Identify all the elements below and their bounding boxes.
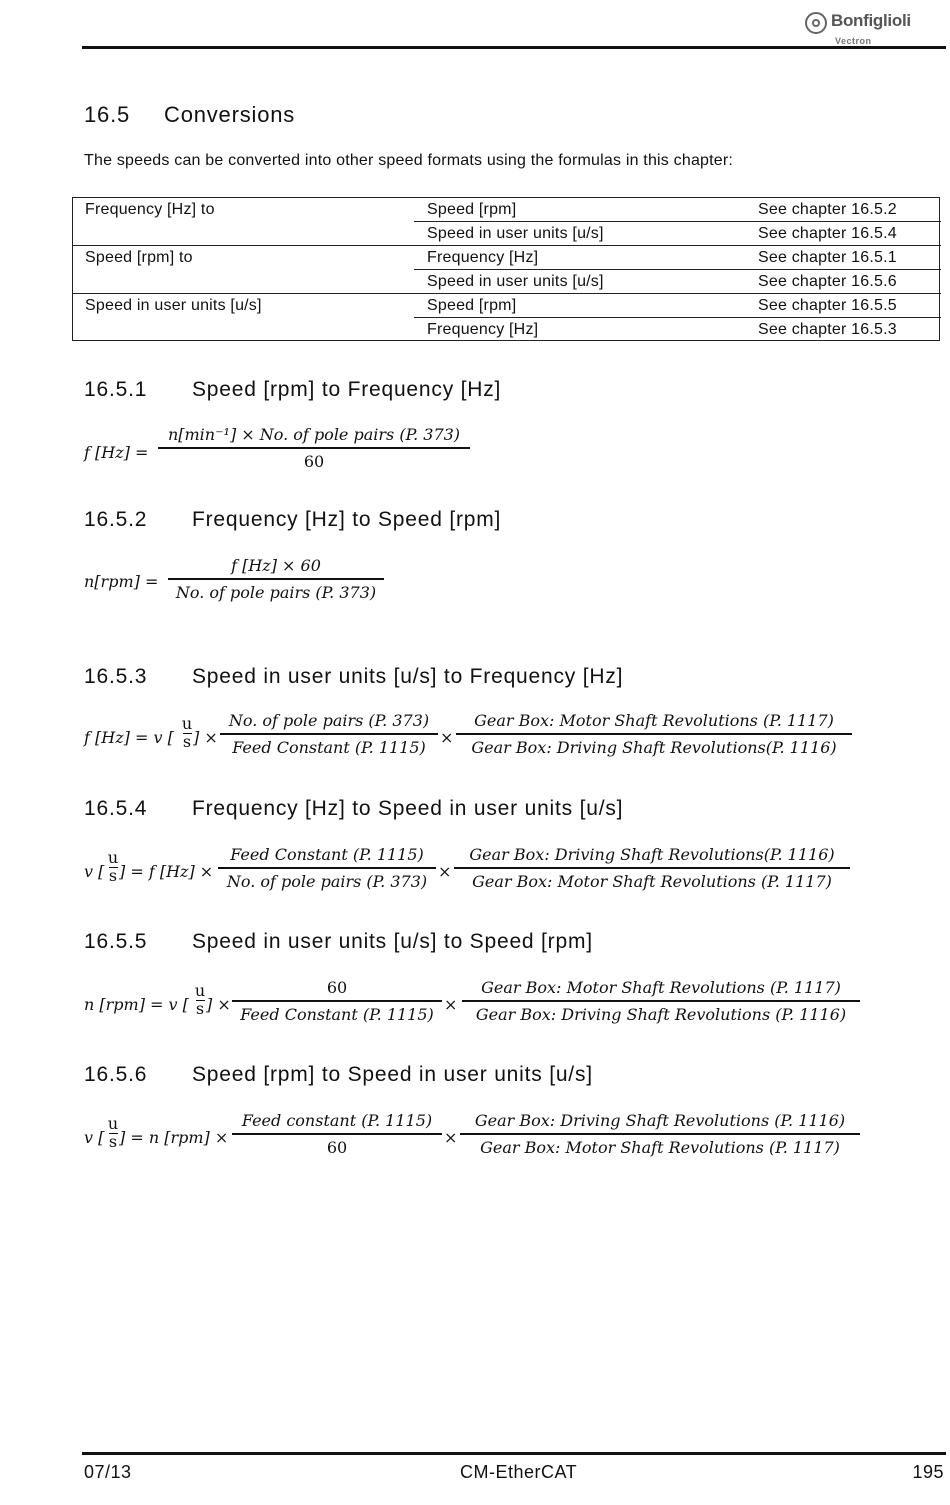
unit-denominator: s xyxy=(182,731,192,751)
formula-fraction xyxy=(218,845,436,891)
subsection-title: Frequency [Hz] to Speed in user units [u/s] xyxy=(192,797,624,820)
fraction-denominator: Feed Constant (P. 1115) xyxy=(232,737,426,757)
table-cell-from: Speed in user units [u/s] xyxy=(85,297,262,314)
formula-fraction xyxy=(232,1111,442,1157)
subsection-heading xyxy=(84,665,623,689)
formula-operator: ] × xyxy=(206,995,231,1014)
table-row-divider xyxy=(414,269,941,270)
fraction-denominator: Gear Box: Driving Shaft Revolutions (P. 1116) xyxy=(475,1004,847,1024)
formula-lhs: f [Hz] = v [ xyxy=(84,728,174,747)
fraction-denominator: Gear Box: Driving Shaft Revolutions(P. 1116) xyxy=(471,737,837,757)
formula-fraction xyxy=(158,425,470,471)
subsection-heading xyxy=(84,797,623,821)
formula-rpm-to-userunits xyxy=(84,1111,884,1166)
table-cell-ref: See chapter 16.5.6 xyxy=(758,273,897,290)
header-rule xyxy=(82,46,946,49)
fraction-numerator: Feed Constant (P. 1115) xyxy=(230,845,424,864)
unit-fraction xyxy=(107,850,119,885)
subsection-number: 16.5.1 xyxy=(84,378,148,401)
table-cell-from: Speed [rpm] to xyxy=(85,249,193,266)
formula-operator: ] = n [rpm] × xyxy=(119,1128,229,1147)
subsection-number: 16.5.6 xyxy=(84,1063,148,1086)
formula-hz-to-rpm xyxy=(84,556,404,611)
unit-fraction xyxy=(107,1116,119,1151)
fraction-denominator: Gear Box: Motor Shaft Revolutions (P. 1117) xyxy=(472,871,832,891)
formula-fraction xyxy=(460,1111,860,1157)
formula-fraction xyxy=(454,845,850,891)
unit-numerator: u xyxy=(194,981,206,1000)
formula-fraction xyxy=(168,556,384,602)
fraction-denominator: No. of pole pairs (P. 373) xyxy=(226,871,428,891)
logo-icon xyxy=(805,12,827,34)
fraction-numerator: Gear Box: Driving Shaft Revolutions (P. 1116) xyxy=(474,1111,846,1130)
table-cell-to: Speed in user units [u/s] xyxy=(427,273,604,290)
unit-numerator: u xyxy=(107,848,119,867)
subsection-title: Speed [rpm] to Speed in user units [u/s] xyxy=(192,1063,593,1086)
table-row-divider xyxy=(73,293,941,294)
unit-denominator: s xyxy=(108,1131,118,1151)
subsection-heading xyxy=(84,1063,593,1087)
formula-userunits-to-hz xyxy=(84,711,884,766)
table-row-divider xyxy=(414,221,941,222)
formula-operator: × xyxy=(444,1128,458,1147)
unit-numerator: u xyxy=(107,1114,119,1133)
footer-date: 07/13 xyxy=(84,1462,132,1482)
section-number: 16.5 xyxy=(84,102,131,127)
formula-operator: × xyxy=(440,728,454,747)
subsection-title: Frequency [Hz] to Speed [rpm] xyxy=(192,508,502,531)
intro-paragraph: The speeds can be converted into other speed formats using the formulas in this chapter: xyxy=(84,152,734,169)
logo-sub-brand: Vectron xyxy=(835,36,872,46)
fraction-numerator: No. of pole pairs (P. 373) xyxy=(228,711,430,730)
section-heading xyxy=(84,102,295,128)
formula-lhs: v [ xyxy=(84,862,105,881)
formula-lhs: v [ xyxy=(84,1128,105,1147)
formula-lhs: n [rpm] = v [ xyxy=(84,995,189,1014)
unit-fraction xyxy=(181,716,193,751)
subsection-heading xyxy=(84,930,593,954)
subsection-number: 16.5.4 xyxy=(84,797,148,820)
table-cell-to: Speed [rpm] xyxy=(427,201,517,218)
table-cell-to: Speed [rpm] xyxy=(427,297,517,314)
formula-operator: ] × xyxy=(193,728,218,747)
footer-rule xyxy=(82,1452,946,1455)
conversion-table xyxy=(72,197,940,341)
formula-operator: ] = f [Hz] × xyxy=(119,862,214,881)
table-cell-ref: See chapter 16.5.2 xyxy=(758,201,897,218)
table-cell-to: Frequency [Hz] xyxy=(427,249,539,266)
fraction-denominator: Gear Box: Motor Shaft Revolutions (P. 1117) xyxy=(480,1137,840,1157)
fraction-numerator: Gear Box: Driving Shaft Revolutions(P. 1116) xyxy=(469,845,835,864)
fraction-numerator: Gear Box: Motor Shaft Revolutions (P. 1117) xyxy=(474,711,834,730)
table-cell-to: Frequency [Hz] xyxy=(427,321,539,338)
table-cell-ref: See chapter 16.5.3 xyxy=(758,321,897,338)
formula-fraction xyxy=(220,711,438,757)
formula-operator: × xyxy=(438,862,452,881)
fraction-numerator: Gear Box: Motor Shaft Revolutions (P. 1117) xyxy=(481,978,841,997)
footer-page-number: 195 xyxy=(912,1462,944,1482)
subsection-heading xyxy=(84,378,501,402)
table-cell-from: Frequency [Hz] to xyxy=(85,201,215,218)
fraction-numerator: 60 xyxy=(326,978,348,997)
subsection-title: Speed in user units [u/s] to Frequency [Hz] xyxy=(192,665,624,688)
fraction-denominator: Feed Constant (P. 1115) xyxy=(240,1004,434,1024)
formula-lhs: n[rpm] = xyxy=(84,572,159,591)
fraction-numerator: n[min⁻¹] × No. of pole pairs (P. 373) xyxy=(167,425,461,444)
formula-hz-to-userunits xyxy=(84,845,884,900)
unit-numerator: u xyxy=(181,714,193,733)
formula-fraction xyxy=(456,711,852,757)
fraction-denominator: No. of pole pairs (P. 373) xyxy=(175,582,377,602)
unit-fraction xyxy=(194,983,206,1018)
formula-rpm-to-hz xyxy=(84,425,504,480)
table-row-divider xyxy=(414,317,941,318)
subsection-heading xyxy=(84,508,501,532)
table-cell-ref: See chapter 16.5.1 xyxy=(758,249,897,266)
formula-fraction xyxy=(232,978,442,1024)
formula-operator: × xyxy=(444,995,458,1014)
subsection-number: 16.5.2 xyxy=(84,508,148,531)
unit-denominator: s xyxy=(195,998,205,1018)
footer-product: CM-EtherCAT xyxy=(460,1462,578,1482)
table-cell-to: Speed in user units [u/s] xyxy=(427,225,604,242)
formula-lhs: f [Hz] = xyxy=(84,443,149,462)
fraction-denominator: 60 xyxy=(303,451,325,471)
fraction-denominator: 60 xyxy=(326,1137,348,1157)
table-cell-ref: See chapter 16.5.4 xyxy=(758,225,897,242)
formula-userunits-to-rpm xyxy=(84,978,884,1033)
table-cell-ref: See chapter 16.5.5 xyxy=(758,297,897,314)
fraction-numerator: f [Hz] × 60 xyxy=(231,556,321,575)
section-title: Conversions xyxy=(164,102,296,127)
subsection-title: Speed [rpm] to Frequency [Hz] xyxy=(192,378,502,401)
brand-logo xyxy=(805,8,945,50)
logo-brand-name: Bonfiglioli xyxy=(831,11,911,30)
fraction-numerator: Feed constant (P. 1115) xyxy=(241,1111,433,1130)
table-row-divider xyxy=(73,245,941,246)
unit-denominator: s xyxy=(108,865,118,885)
subsection-title: Speed in user units [u/s] to Speed [rpm] xyxy=(192,930,593,953)
formula-fraction xyxy=(462,978,860,1024)
subsection-number: 16.5.5 xyxy=(84,930,148,953)
subsection-number: 16.5.3 xyxy=(84,665,148,688)
